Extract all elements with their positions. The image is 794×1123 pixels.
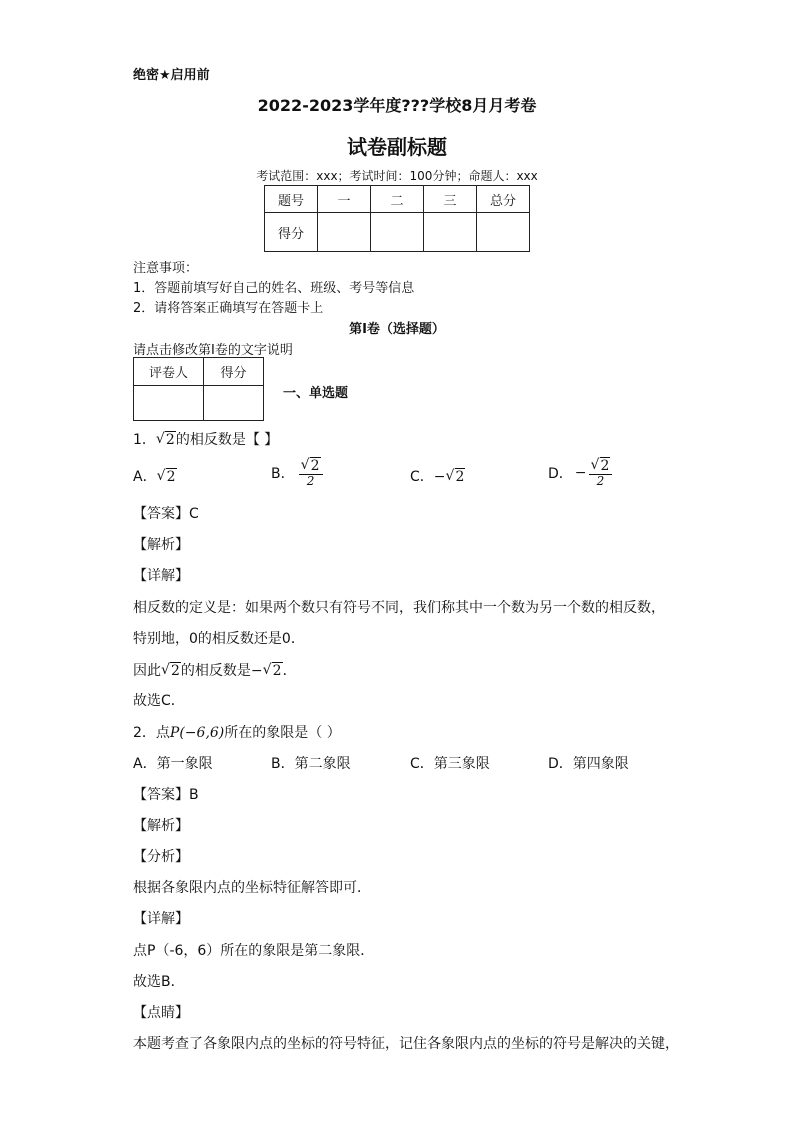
notes-item: 1．答题前填写好自己的姓名、班级、考号等信息: [133, 281, 415, 296]
score-header: 三: [424, 186, 477, 213]
choose-text: 故选B．: [133, 974, 185, 990]
option-a[interactable]: A．第一象限: [133, 756, 213, 772]
exam-info: 考试范围：xxx；考试时间：100分钟；命题人：xxx: [256, 169, 538, 183]
option-d[interactable]: D． − √ $\frac{2}{2}$: [548, 458, 612, 489]
sqrt-2: √ 2: [157, 469, 177, 485]
option-c[interactable]: C．−√ 2: [410, 466, 465, 486]
dianjing-label: 【点睛】: [133, 1005, 189, 1021]
explain-text: 特别地，0的相反数还是0．: [133, 631, 305, 647]
option-b[interactable]: B． √ $\frac{2}{2}$: [271, 458, 323, 489]
grader-cell[interactable]: [203, 386, 263, 421]
fraction: √ $\frac{2}{2}$: [299, 458, 323, 489]
exam-title: 2022-2023学年度???学校8月月考卷: [257, 96, 537, 115]
fenxi-text: 根据各象限内点的坐标特征解答即可．: [133, 880, 371, 896]
section-heading: 一、单选题: [283, 386, 349, 401]
score-cell[interactable]: [477, 213, 530, 252]
grader-table: [133, 357, 264, 421]
grader-cell[interactable]: [134, 386, 204, 421]
score-cell[interactable]: [424, 213, 477, 252]
option-a[interactable]: A．√ 2: [133, 466, 177, 486]
score-row-label: 得分: [265, 213, 318, 252]
detail-label: 【详解】: [133, 911, 189, 927]
analysis-label: 【解析】: [133, 537, 189, 553]
answer-label: 【答案】C: [133, 506, 199, 522]
section-instruction: 请点击修改第I卷的文字说明: [133, 343, 293, 358]
answer-label: 【答案】B: [133, 787, 199, 803]
question-number: 1．: [133, 432, 156, 448]
score-header: 总分: [477, 186, 530, 213]
option-b[interactable]: B．第二象限: [271, 756, 351, 772]
score-header: 一: [318, 186, 371, 213]
fenxi-label: 【分析】: [133, 849, 189, 865]
sqrt-2: √ 2: [446, 469, 466, 485]
option-c[interactable]: C．第三象限: [410, 756, 490, 772]
option-d[interactable]: D．第四象限: [548, 756, 629, 772]
fraction: √ $\frac{2}{2}$: [589, 458, 613, 489]
grader-header: 得分: [203, 358, 263, 386]
sqrt-2: √ 2: [156, 432, 176, 448]
exam-subtitle: 试卷副标题: [347, 135, 447, 159]
score-header: 题号: [265, 186, 318, 213]
explain-text: 相反数的定义是：如果两个数只有符号不同，我们称其中一个数为另一个数的相反数，: [133, 600, 665, 616]
grader-header: 评卷人: [134, 358, 204, 386]
dianjing-text: 本题考查了各象限内点的坐标的符号特征，记住各象限内点的坐标的符号是解决的关键，: [133, 1036, 679, 1052]
question-1-stem: [133, 429, 278, 449]
therefore-text: 因此√ 2的相反数是−√ 2．: [133, 660, 297, 680]
score-cell[interactable]: [371, 213, 424, 252]
notes-item: 2．请将答案正确填写在答题卡上: [133, 301, 324, 316]
score-header: 二: [371, 186, 424, 213]
analysis-label: 【解析】: [133, 818, 189, 834]
score-cell[interactable]: [318, 213, 371, 252]
detail-text: 点P（-6，6）所在的象限是第二象限．: [133, 943, 375, 959]
score-table: [264, 185, 530, 252]
section-title: 第I卷（选择题）: [349, 322, 445, 337]
secret-label: 绝密★启用前: [133, 68, 210, 83]
notes-title: 注意事项：: [133, 261, 199, 276]
question-2-stem: 2．点P(−6,6)所在的象限是（ ）: [133, 725, 341, 741]
question-text: 的相反数是【 】: [175, 432, 279, 448]
detail-label: 【详解】: [133, 568, 189, 584]
point-p: P(−6,6): [169, 725, 225, 741]
choose-text: 故选C．: [133, 693, 185, 709]
